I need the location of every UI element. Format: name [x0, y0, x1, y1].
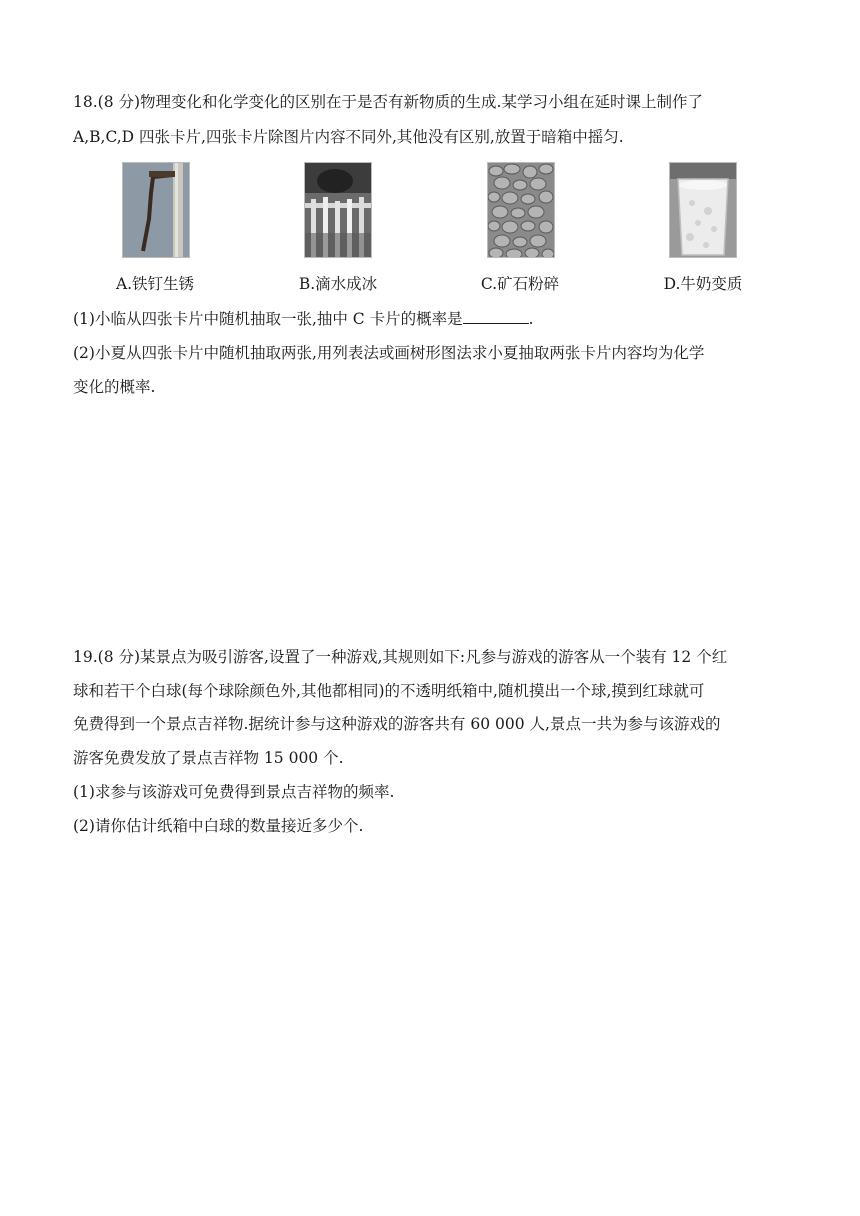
card-b-label: B.滴水成冰: [298, 275, 378, 293]
q18-part1: [73, 309, 534, 329]
q18-part2-line1: (2)小夏从四张卡片中随机抽取两张,用列表法或画树形图法求小夏抽取两张卡片内容均为化学: [73, 344, 705, 362]
q18-stem-line1: 18.(8 分)物理变化和化学变化的区别在于是否有新物质的生成.某学习小组在延时课上制作了: [73, 93, 703, 111]
q19-stem-line1: 19.(8 分)某景点为吸引游客,设置了一种游戏,其规则如下:凡参与游戏的游客从一个装有 12 个红: [73, 648, 728, 666]
answer-blank: [463, 309, 529, 324]
q19-stem-line2: 球和若干个白球(每个球除颜色外,其他都相同)的不透明纸箱中,随机摸出一个球,摸到红球就可: [73, 682, 705, 700]
q19-part2: (2)请你估计纸箱中白球的数量接近多少个.: [73, 817, 364, 835]
q19-stem-line4: 游客免费发放了景点吉祥物 15 000 个.: [73, 749, 344, 767]
q18-stem-line2: A,B,C,D 四张卡片,四张卡片除图片内容不同外,其他没有区别,放置于暗箱中摇匀.: [73, 128, 624, 146]
q18-part1-text: (1)小临从四张卡片中随机抽取一张,抽中 C 卡片的概率是: [73, 310, 463, 328]
q19-stem-line3: 免费得到一个景点吉祥物.据统计参与这种游戏的游客共有 60 000 人,景点一共为参与该游戏的: [73, 715, 721, 733]
card-d-label: D.牛奶变质: [663, 275, 743, 293]
card-d-image: [669, 162, 737, 258]
card-a-label: A.铁钉生锈: [115, 275, 195, 293]
card-b-image: [304, 162, 372, 258]
card-c-label: C.矿石粉碎: [480, 275, 560, 293]
card-a-image: [122, 162, 190, 258]
q18-part1-end: .: [528, 310, 534, 328]
q19-part1: (1)求参与该游戏可免费得到景点吉祥物的频率.: [73, 783, 395, 801]
q18-part2-line2: 变化的概率.: [73, 378, 156, 396]
card-c-image: [487, 162, 555, 258]
